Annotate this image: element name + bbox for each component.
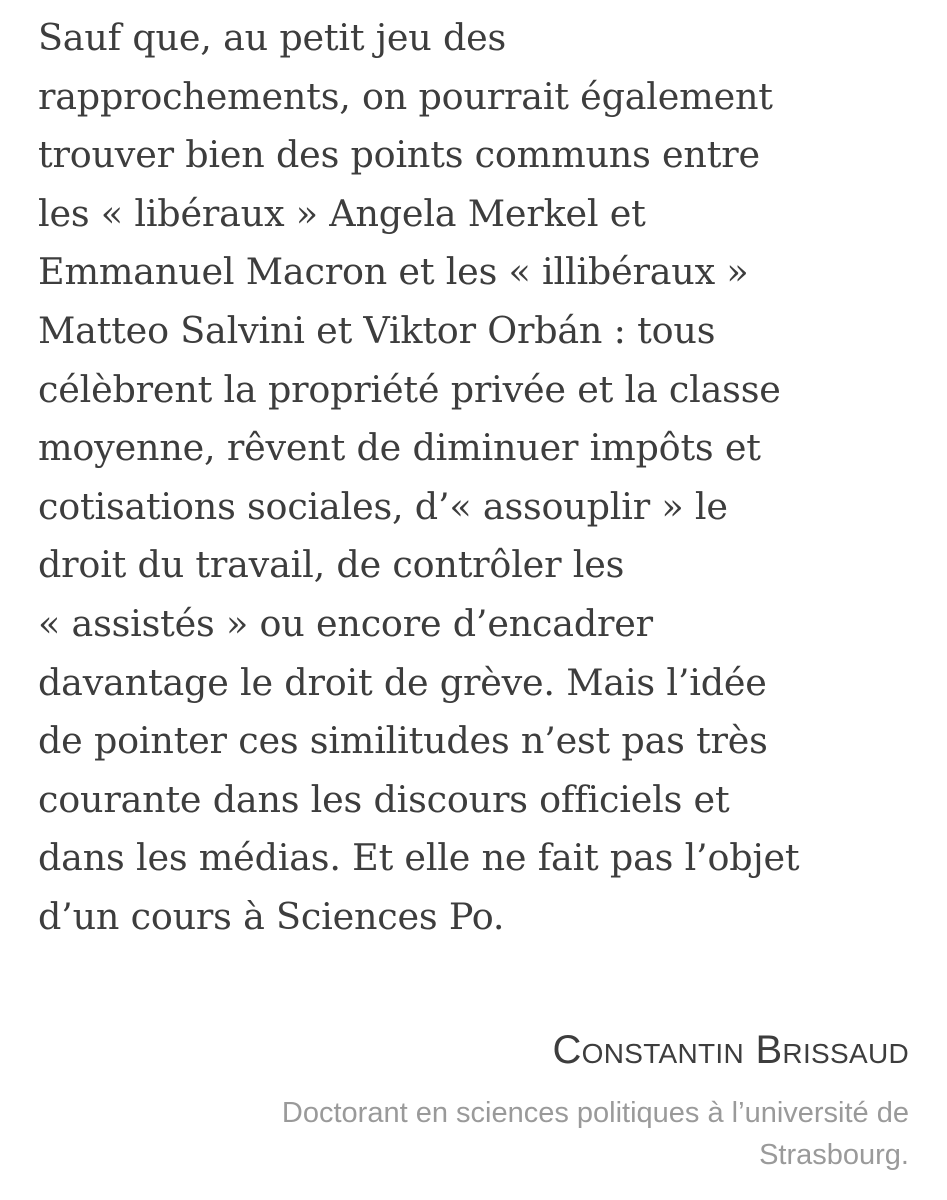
paragraph-line: dans les médias. Et elle ne fait pas l’objet (38, 836, 800, 880)
paragraph-line: davantage le droit de grève. Mais l’idée (38, 660, 767, 704)
paragraph-line: « assistés » ou encore d’encadrer (38, 601, 653, 645)
paragraph-line: Sauf que, au petit jeu des (38, 16, 507, 59)
paragraph-line: courante dans les discours officiels et (38, 777, 730, 821)
paragraph-line: de pointer ces similitudes n’est pas très (38, 719, 768, 763)
affiliation-line: Strasbourg. (759, 1139, 909, 1171)
paragraph-line: droit du travail, de contrôler les (38, 543, 625, 587)
author-affiliation (149, 1092, 909, 1176)
paragraph-line: célèbrent la propriété privée et la classe (38, 367, 781, 411)
article-body (38, 9, 918, 947)
paragraph-line: cotisations sociales, d’« assouplir » le (38, 484, 728, 528)
paragraph-line: moyenne, rêvent de diminuer impôts et (38, 426, 761, 470)
paragraph-line: Emmanuel Macron et les « illibéraux » (38, 250, 749, 294)
author-name: Constantin Brissaud (552, 1028, 909, 1072)
paragraph-line: rapprochements, on pourrait également (38, 74, 773, 118)
paragraph-line: les « libéraux » Angela Merkel et (38, 191, 646, 235)
paragraph-line: trouver bien des points communs entre (38, 133, 760, 177)
paragraph-line: Matteo Salvini et Viktor Orbán : tous (38, 308, 716, 352)
paragraph-line: d’un cours à Sciences Po. (38, 894, 505, 938)
affiliation-line: Doctorant en sciences politiques à l’université de (281, 1097, 909, 1129)
